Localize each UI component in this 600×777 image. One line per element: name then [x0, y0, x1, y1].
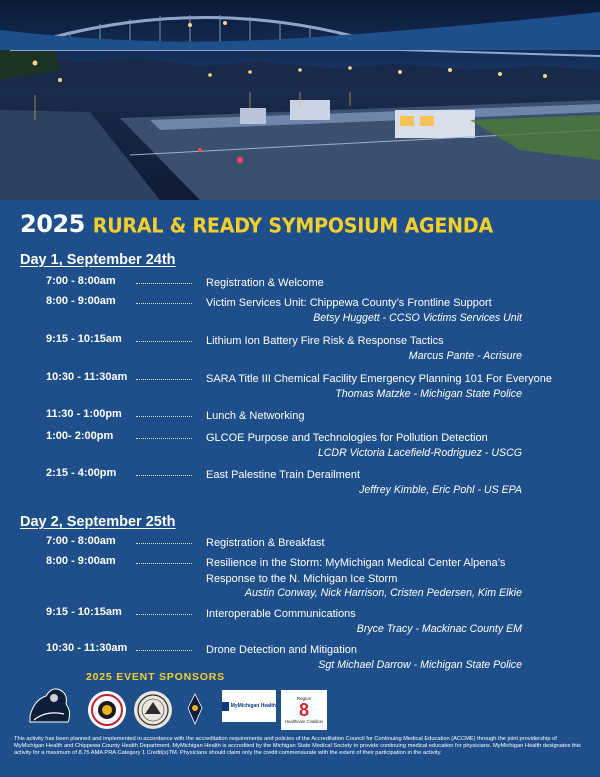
session-title: SARA Title III Chemical Facility Emergency Planning 101 For Everyone: [206, 373, 553, 385]
hero-wave-divider: [0, 0, 600, 50]
session-speaker: Thomas Matzke - Michigan State Police: [335, 388, 522, 400]
region8-number: 8: [298, 700, 309, 720]
agenda-row: [46, 295, 586, 329]
session-title: [206, 555, 586, 587]
agenda-row: [46, 275, 586, 291]
dotted-leader: [136, 563, 192, 564]
session-speaker: LCDR Victoria Lacefield-Rodriguez - USCG: [317, 447, 522, 459]
mymichigan-label: MyMichigan Health: [230, 703, 276, 709]
session-time: 10:30 - 11:30am: [46, 371, 128, 383]
region8-line1: Region: [296, 696, 312, 701]
session-time: 7:00 - 8:00am: [46, 275, 116, 287]
session-title: Lunch & Networking: [206, 410, 305, 422]
session-time: 7:00 - 8:00am: [46, 535, 116, 547]
session-speaker: Sgt Michael Darrow - Michigan State Police: [318, 659, 522, 671]
sponsor-logo-county-seal: [133, 690, 173, 730]
session-time: 10:30 - 11:30am: [46, 642, 128, 654]
dotted-leader: [136, 614, 192, 615]
dotted-leader: [136, 475, 192, 476]
session-time: 8:00 - 9:00am: [46, 555, 116, 567]
page-title: [20, 210, 493, 244]
session-title: Registration & Breakfast: [206, 537, 325, 549]
sponsor-logo-region8: [281, 690, 327, 730]
session-title: GLCOE Purpose and Technologies for Pollution Detection: [206, 432, 488, 444]
region8-line3: Healthcare Coalition: [285, 719, 323, 724]
session-time: 2:15 - 4:00pm: [46, 467, 117, 479]
session-title: Lithium Ion Battery Fire Risk & Response Tactics: [206, 335, 444, 347]
mymichigan-mark-icon: [222, 702, 229, 711]
title-main: RURAL & READY SYMPOSIUM AGENDA: [92, 214, 493, 238]
sponsor-logo-mymichigan: [222, 690, 276, 722]
sponsor-logo-silhouette: [24, 682, 74, 728]
session-speaker: Marcus Pante - Acrisure: [408, 350, 522, 362]
dotted-leader: [136, 303, 192, 304]
dotted-leader: [136, 543, 192, 544]
session-speaker: Betsy Huggett - CCSO Victims Services Unit: [313, 312, 522, 324]
dotted-leader: [136, 379, 192, 380]
agenda-row: [46, 430, 586, 464]
agenda-row: [46, 555, 586, 605]
agenda-row: [46, 606, 586, 640]
hero-photo: [0, 0, 600, 200]
agenda-row: [46, 371, 586, 405]
sponsor-logo-seal-red: [87, 690, 127, 730]
session-title-line: Response to the N. Michigan Ice Storm: [206, 573, 398, 585]
sponsor-logo-feather: [180, 692, 210, 726]
dotted-leader: [136, 650, 192, 651]
session-speaker: Jeffrey Kimble, Eric Pohl - US EPA: [359, 484, 522, 496]
day-1-heading: Day 1, September 24th: [20, 252, 176, 268]
agenda-row: [46, 333, 586, 367]
session-time: 9:15 - 10:15am: [46, 606, 122, 618]
session-speaker: Austin Conway, Nick Harrison, Cristen Pedersen, Kim Elkie: [244, 587, 522, 599]
agenda-row: [46, 408, 586, 424]
session-title-line: Resilience in the Storm: MyMichigan Medical Center Alpena’s: [206, 557, 506, 569]
dotted-leader: [136, 283, 192, 284]
agenda-row: [46, 467, 586, 501]
session-time: 11:30 - 1:00pm: [46, 408, 122, 420]
dotted-leader: [136, 341, 192, 342]
title-year: 2025: [20, 210, 85, 238]
day-2-heading: Day 2, September 25th: [20, 514, 176, 530]
session-title: Registration & Welcome: [206, 277, 324, 289]
session-time: 1:00- 2:00pm: [46, 430, 114, 442]
sponsors-heading: 2025 EVENT SPONSORS: [86, 671, 225, 683]
session-title: Drone Detection and Mitigation: [206, 644, 358, 656]
agenda-row: [46, 535, 586, 551]
accreditation-footer: This activity has been planned and implemented in accordance with the accreditation requirements and policies of the Accreditation Council for Continuing Medical Education (ACCME) through the joint providership of MyMichigan Health and Chippewa County Health Department. MyMichigan Health is accredited by the Michigan State Medical Society to provide continuing medical education for physicians. MyMichigan Health designates this activity for a maximum of 8.75 AMA PRA Category 1 Credit(s)TM. Physicians should claim only the credit commensurate with the extent of their participation in the activity.: [14, 736, 581, 757]
session-title: Victim Services Unit: Chippewa County’s Frontline Support: [206, 297, 492, 309]
session-time: 9:15 - 10:15am: [46, 333, 122, 345]
dotted-leader: [136, 416, 192, 417]
session-time: 8:00 - 9:00am: [46, 295, 116, 307]
dotted-leader: [136, 438, 192, 439]
session-speaker: Bryce Tracy - Mackinac County EM: [356, 623, 522, 635]
session-title: East Palestine Train Derailment: [206, 469, 361, 481]
session-title: Interoperable Communications: [206, 608, 356, 620]
